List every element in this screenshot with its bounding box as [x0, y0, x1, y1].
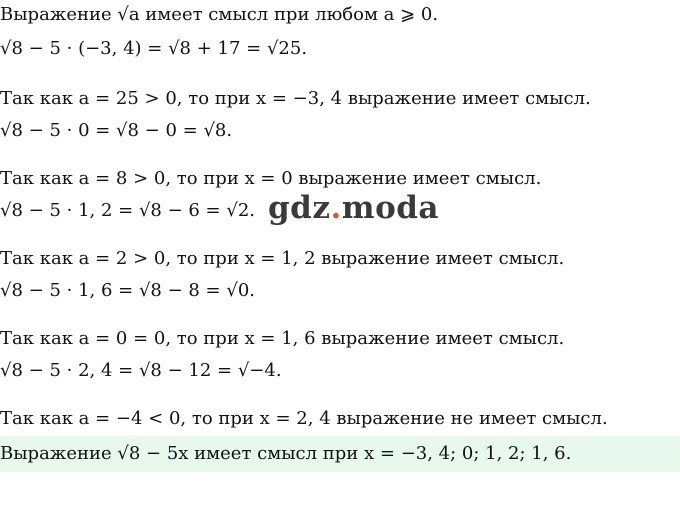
line-10: √8 − 5 · 2, 4 = √8 − 12 = √−4. — [0, 360, 282, 381]
line-3: Так как a = 25 > 0, то при x = −3, 4 выражение имеет смысл. — [0, 88, 591, 109]
watermark-part2: moda — [341, 190, 440, 226]
line-7: Так как a = 2 > 0, то при x = 1, 2 выражение имеет смысл. — [0, 248, 565, 269]
line-9: Так как a = 0 = 0, то при x = 1, 6 выражение имеет смысл. — [0, 328, 565, 349]
line-6: √8 − 5 · 1, 2 = √8 − 6 = √2. — [0, 200, 256, 221]
line-1: Выражение √a имеет смысл при любом a ⩾ 0. — [0, 4, 439, 25]
line-11: Так как a = −4 < 0, то при x = 2, 4 выражение не имеет смысл. — [0, 408, 608, 429]
line-8: √8 − 5 · 1, 6 = √8 − 8 = √0. — [0, 280, 256, 301]
line-2: √8 − 5 · (−3, 4) = √8 + 17 = √25. — [0, 38, 308, 59]
line-4: √8 − 5 · 0 = √8 − 0 = √8. — [0, 120, 233, 141]
watermark-part1: gdz — [268, 190, 331, 226]
watermark-dot: . — [330, 190, 342, 226]
line-5: Так как a = 8 > 0, то при x = 0 выражение имеет смысл. — [0, 168, 542, 189]
line-12: Выражение √8 − 5x имеет смысл при x = −3, 4; 0; 1, 2; 1, 6. — [0, 443, 572, 464]
watermark-logo — [268, 190, 439, 226]
